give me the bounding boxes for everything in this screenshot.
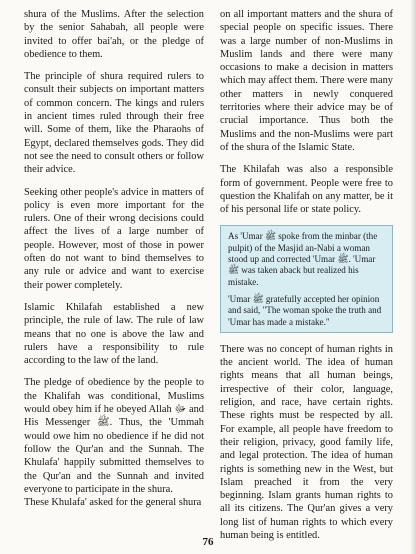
paragraph: shura of the Muslims. After the selection by the senior Sahabah, all people were invited to offer bai'ah, or the pledge of obedience to them.	[24, 9, 204, 60]
paragraph: Seeking other people's advice in matters of policy is even more important for the rulers. One of their wrong decisions could affect the lives of a large number of people. However, most of those in power often do not want to bind themselves to any rule or advice and want to exercise their power completely.	[24, 186, 204, 291]
callout-paragraph: 'Umar ﷺ gratefully accepted her opinion and said, "The woman spoke the truth and 'Umar has made a mistake."	[228, 293, 382, 327]
left-column	[24, 8, 204, 518]
page-number: 76	[202, 536, 214, 548]
callout-paragraph: As 'Umar ﷺ spoke from the minbar (the pulpit) of the Masjid an-Nabi a woman stood up and corrected 'Umar ﷺ. 'Umar ﷺ was taken aback but realized his mistake.	[228, 231, 378, 287]
paragraph: The Khilafah was also a responsible form of government. People were free to question the Khalifah on any matter, be it of his personal life or state policy.	[220, 164, 393, 216]
paragraph: The principle of shura required rulers to consult their subjects on important matters of common concern. The kings and rulers in ancient times ruled through their free will. Some of them, like the Pharaohs of Egypt, declared themselves gods. They did not see the need to consult others or follow their advice.	[24, 71, 204, 176]
paragraph: These Khulafa' asked for the general shura	[24, 497, 202, 509]
paragraph: The pledge of obedience by the people to the Khalifah was conditional, Muslims would obey him if he obeyed Allah ﷻ and His Messenger ﷺ. Thus, the 'Ummah would owe him no obedience if he did not follow the Qur'an and the Sunnah. The Khulafa' happily submitted themselves to the Qur'an and the Sunnah and invited everyone to participate in the shura.	[24, 377, 204, 495]
paragraph: on all important matters and the shura of special people on specific issues. There was a large number of non-Muslims in Muslim lands and there were many occasions to make a decision in matters which may affect them. There were many other matters in newly conquered territories where their advice may be of crucial importance. Thus both the Muslims and the non-Muslims were part of the shura of the Islamic State.	[220, 9, 394, 153]
story-callout-box	[220, 225, 393, 332]
paragraph: Islamic Khilafah established a new principle, the rule of law. The rule of law means that no one is above the law and rulers have a responsibility to rule according to the law of the land.	[24, 301, 204, 367]
paragraph: There was no concept of human rights in the ancient world. The idea of human rights means that all human beings, irrespective of their color, language, religion, and race, have certain rights. These rights must be respected by all. For example, all people have freedom to their religion, privacy, good family life, and legal protection. The idea of human rights is something new in the West, but Islam preached it from the very beginning. Islam grants human rights to all its citizens. The Qur'an gives a very long list of human rights to which every human being is entitled.	[220, 343, 393, 541]
right-column	[220, 8, 393, 551]
